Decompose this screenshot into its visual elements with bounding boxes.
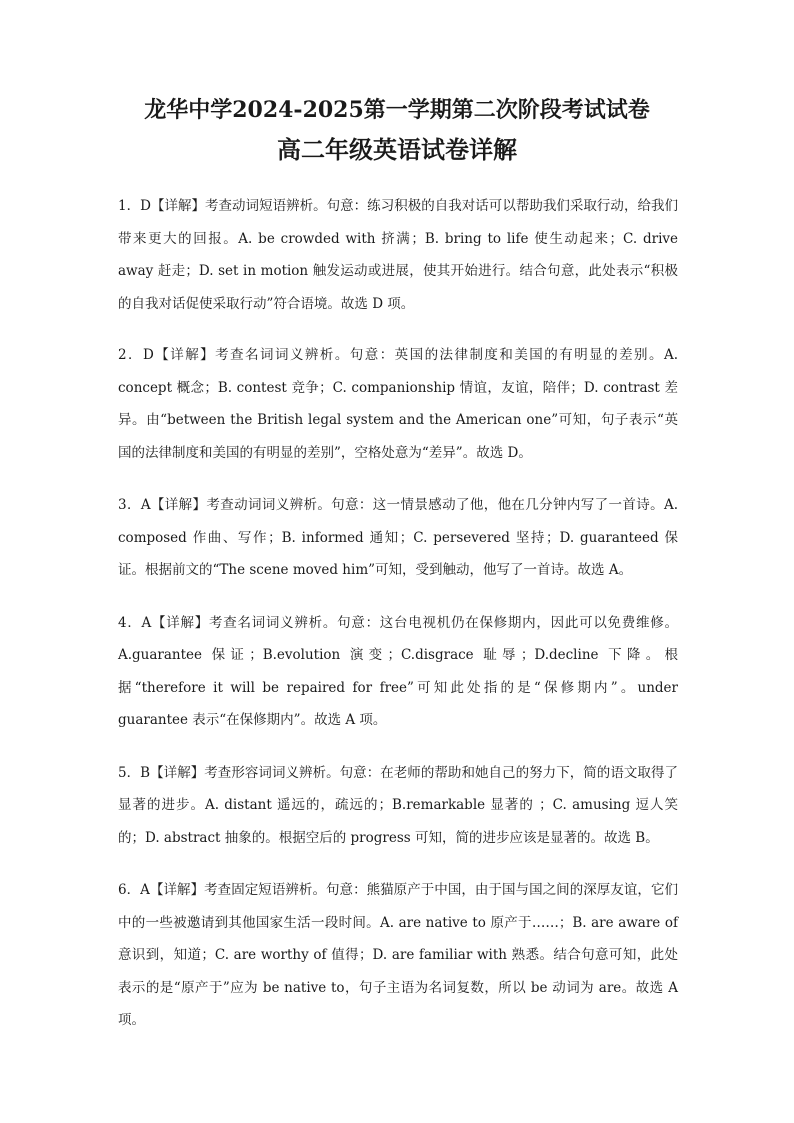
answer-item-3: 3．A【详解】考查动词词义辨析。句意：这一情景感动了他，他在几分钟内写了一首诗。A. composed 作曲、写作；B. informed 通知；C. persevered 坚持；D. guaranteed 保证。根据前文的“The scene moved him”可知，受到触动，他写了一首诗。故选 A。 bbox=[118, 497, 678, 578]
answer-item-2: 2．D【详解】考查名词词义辨析。句意：英国的法律制度和美国的有明显的差别。A. concept 概念；B. contest 竞争；C. companionship 情谊，友谊，陪伴；D. contrast 差异。由“between the British legal system and the American one”可知，句子表示“英国的法律制度和美国的有明显的差别”，空格处意为“差异”。故选 D。 bbox=[118, 347, 678, 461]
answer-item-4: 4．A【详解】考查名词词义辨析。句意：这台电视机仍在保修期内，因此可以免费维修。A.guarantee 保证；B.evolution 演变；C.disgrace 耻辱；D.decline 下降。根据“therefore it will be repaired for free”可知此处指的是“保修期内”。under guarantee 表示“在保修期内”。故选 A 项。 bbox=[118, 614, 678, 728]
answer-item-6: 6．A【详解】考查固定短语辨析。句意：熊猫原产于中国，由于国与国之间的深厚友谊，它们中的一些被邀请到其他国家生活一段时间。A. are native to 原产于……；B. are aware of 意识到，知道；C. are worthy of 值得；D. are familiar with 熟悉。结合句意可知，此处表示的是“原产于”应为 be native to，句子主语为名词复数，所以 be 动词为 are。故选 A 项。 bbox=[118, 882, 678, 1028]
answer-item-1: 1．D【详解】考查动词短语辨析。句意：练习积极的自我对话可以帮助我们采取行动，给我们带来更大的回报。A. be crowded with 挤满；B. bring to life 使生动起来；C. drive away 赶走；D. set in motion 触发运动或进展，使其开始进行。结合句意，此处表示“积极的自我对话促使采取行动”符合语境。故选 D 项。 bbox=[118, 198, 678, 312]
document-title: 龙华中学2024-2025第一学期第二次阶段考试试卷 bbox=[144, 97, 650, 123]
answer-explanations bbox=[118, 190, 678, 1057]
document-subtitle: 高二年级英语试卷详解 bbox=[277, 135, 517, 164]
answer-item-5: 5．B【详解】考查形容词词义辨析。句意：在老师的帮助和她自己的努力下，简的语文取得了显著的进步。A. distant 遥远的，疏远的；B.remarkable 显著的 ；C. amusing 逗人笑的；D. abstract 抽象的。根据空后的 progress 可知，简的进步应该是显著的。故选 B。 bbox=[118, 764, 678, 846]
